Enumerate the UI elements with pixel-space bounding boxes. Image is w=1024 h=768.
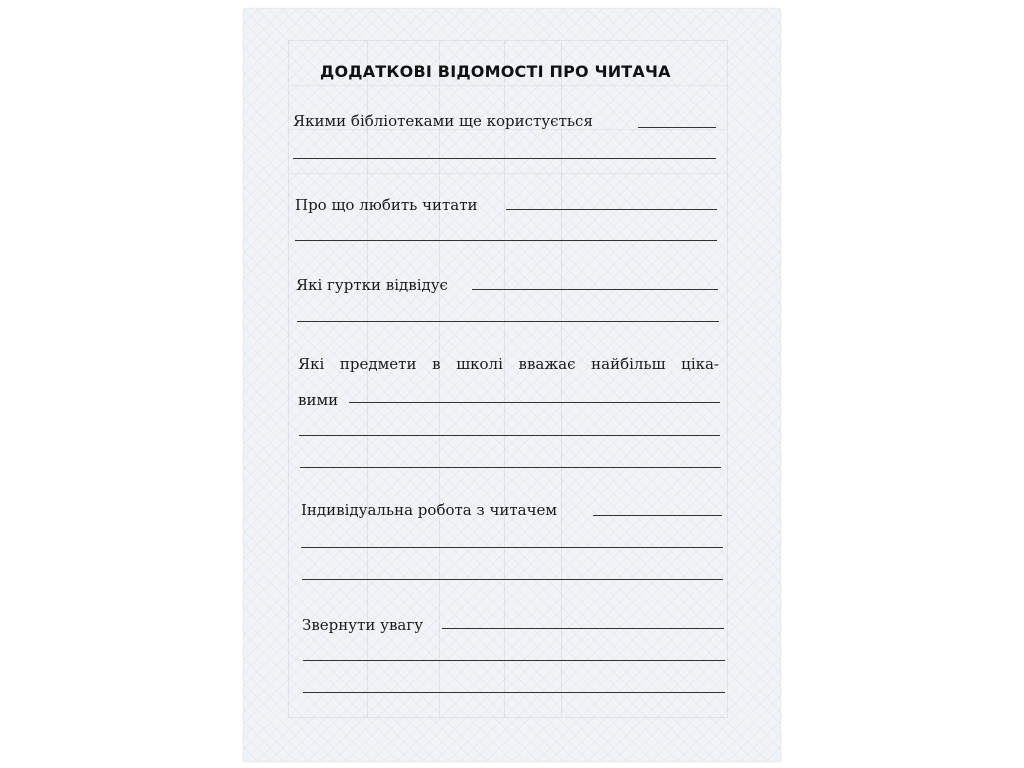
field-label-favorite-subjects: Які предмети в школі вважає найбільш ціка- <box>298 355 719 373</box>
field-line-other-libraries-1[interactable] <box>638 127 716 128</box>
field-label-attention: Звернути увагу <box>302 616 424 634</box>
field-line-attention-2[interactable] <box>303 660 725 661</box>
field-line-individual-work-3[interactable] <box>302 579 723 580</box>
field-line-favorite-subjects-1[interactable] <box>349 402 720 403</box>
field-line-clubs-1[interactable] <box>472 289 718 290</box>
field-line-other-libraries-2[interactable] <box>293 158 716 159</box>
field-line-individual-work-1[interactable] <box>593 515 722 516</box>
field-line-attention-1[interactable] <box>442 628 724 629</box>
field-line-favorite-subjects-3[interactable] <box>300 467 721 468</box>
field-label-favorite-subjects-cont: вими <box>298 391 339 409</box>
field-line-favorite-subjects-2[interactable] <box>299 435 720 436</box>
field-line-reading-interests-2[interactable] <box>295 240 717 241</box>
form-title: ДОДАТКОВІ ВІДОМОСТІ ПРО ЧИТАЧА <box>320 62 671 81</box>
field-label-reading-interests: Про що любить читати <box>295 196 478 214</box>
field-label-clubs: Які гуртки відвідує <box>296 276 448 294</box>
field-line-clubs-2[interactable] <box>297 321 719 322</box>
field-line-individual-work-2[interactable] <box>301 547 723 548</box>
field-label-individual-work: Індивідуальна робота з читачем <box>301 501 558 519</box>
field-label-other-libraries: Якими бібліотеками ще користується <box>293 112 593 130</box>
field-line-attention-3[interactable] <box>303 692 725 693</box>
field-line-reading-interests-1[interactable] <box>506 209 717 210</box>
